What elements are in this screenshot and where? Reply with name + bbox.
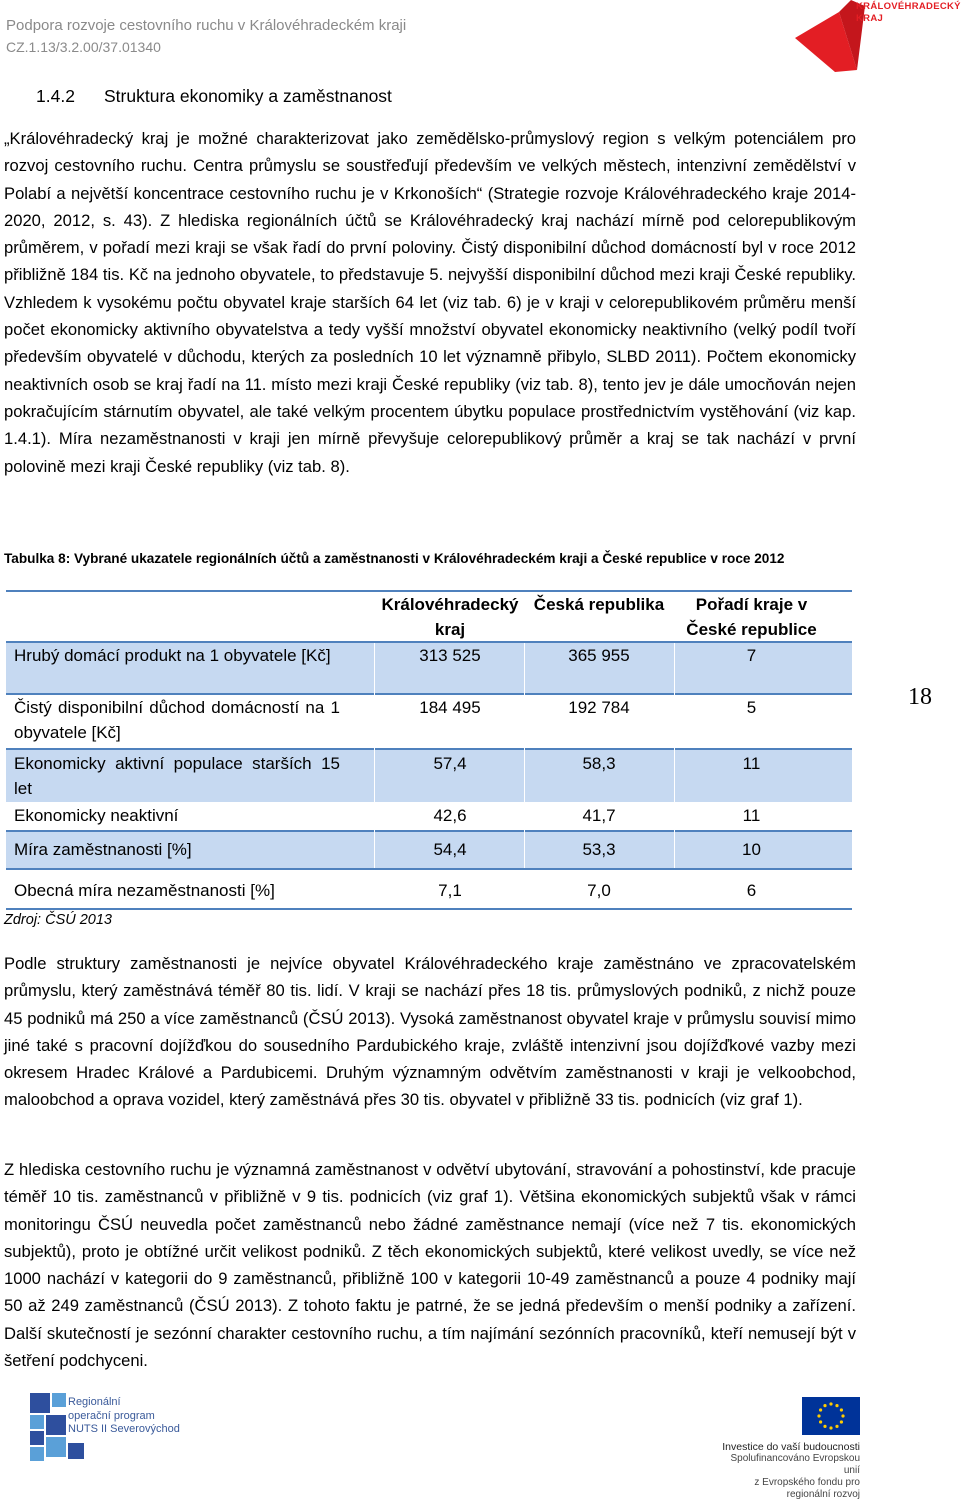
- table-row: [6, 832, 852, 868]
- header-title: Podpora rozvoje cestovního ruchu v Královéhradeckém kraji: [6, 17, 407, 34]
- eu-flag-icon: [802, 1397, 860, 1435]
- column-separator: [674, 643, 675, 868]
- table-row: [6, 750, 852, 802]
- row-label: Obecná míra nezaměstnanosti [%]: [14, 881, 275, 900]
- col-header-cr: Česká republika: [533, 595, 665, 614]
- cell-kraj: 184 495: [419, 698, 481, 717]
- paragraph-tourism: Z hlediska cestovního ruchu je významná zaměstnanost v odvětví ubytování, stravování a pohostinství, kde pracuje téměř 10 tis. zaměstnanců v přibližně v 9 tis. podnicích (viz graf 1). Většina ekonomických subjektů však v rámci monitoringu ČSÚ neuvedla počet zaměstnanců nebo žádné zaměstnance nemají (více než 7 tis. ekonomických subjektů), proto je obtížné určit velikost podniků. Z těch ekonomických subjektů, které velikost uvedly, se více než 1000 nachází v kategorii do 9 zaměstnanců, přibližně 100 v kategorii 10-49 zaměstnanců a pouze 4 podniky mají 50 až 249 zaměstnanců (ČSÚ 2013). Z tohoto faktu je patrné, že se jedná především o menší podniky a zařízení. Další skutečností je sezónní charakter cestovního ruchu, a tím najímání sezónních pracovníků, kteří nemusejí být v šetření podchyceni.: [4, 1160, 856, 1371]
- logo-text: KRÁLOVÉHRADECKÝ KRAJ: [856, 1, 961, 24]
- cell-poradi: 10: [742, 840, 761, 859]
- table-row: [6, 802, 852, 830]
- cell-poradi: 5: [746, 698, 757, 717]
- cell-cr: 53,3: [582, 840, 616, 859]
- col-header-poradi: Pořadí kraje v České republice: [686, 595, 817, 639]
- rop-line-1: Regionální: [68, 1396, 121, 1408]
- cell-poradi: 11: [742, 806, 761, 825]
- column-separator: [374, 643, 375, 868]
- col-header-kraj: Královéhradecký kraj: [381, 595, 519, 639]
- eu-line-3: z Evropského fondu pro regionální rozvoj: [754, 1477, 860, 1500]
- cell-kraj: 57,4: [433, 754, 467, 773]
- section-number: 1.4.2: [36, 86, 75, 106]
- cell-cr: 365 955: [568, 646, 630, 665]
- header-project-code: CZ.1.13/3.2.00/37.01340: [6, 39, 161, 55]
- cell-kraj: 313 525: [419, 646, 481, 665]
- cell-poradi: 7: [746, 646, 757, 665]
- cell-cr: 192 784: [568, 698, 630, 717]
- table-bottom-rule: [6, 908, 852, 910]
- eu-line-1: Investice do vaší budoucnosti: [722, 1441, 860, 1453]
- cell-kraj: 42,6: [433, 806, 467, 825]
- rop-line-3: NUTS II Severovýchod: [68, 1423, 180, 1435]
- column-separator: [524, 643, 525, 868]
- cell-cr: 7,0: [587, 881, 611, 900]
- eu-funding-text: [720, 1441, 860, 1501]
- row-label: Hrubý domácí produkt na 1 obyvatele [Kč]: [14, 646, 331, 665]
- cell-poradi: 6: [746, 881, 757, 900]
- row-label: Čistý disponibilní důchod domácností na 1 obyvatele [Kč]: [14, 698, 340, 742]
- table-source: Zdroj: ČSÚ 2013: [4, 912, 112, 928]
- row-label: Míra zaměstnanosti [%]: [14, 840, 192, 859]
- paragraph-intro: „Královéhradecký kraj je možné charakterizovat jako zemědělsko-průmyslový region s velkým potenciálem pro rozvoj cestovního ruchu. Centra průmyslu se soustřeďují především ve velkých městech, intenzivní zemědělství v Polabí a největší koncentrace cestovního ruchu je v Krkonoších“ (Strategie rozvoje Královéhradeckého kraje 2014-2020, 2012, s. 43). Z hlediska regionálních účtů se Královéhradecký kraj nachází mírně pod celorepublikovým průměrem, v pořadí mezi kraji se však řadí do první poloviny. Čistý disponibilní důchod domácností byl v roce 2012 přibližně 184 tis. Kč na jednoho obyvatele, to představuje 5. nejvyšší disponibilní důchod mezi kraji České republiky. Vzhledem k vysokému počtu obyvatel kraje starších 64 let (viz tab. 6) je v kraji v celorepublikovém průměru menší počet ekonomicky aktivního obyvatelstva a tedy vyšší množství obyvatel ekonomicky neaktivního (velký podíl tvoří především obyvatelé v důchodu, kterých za posledních 10 let významně přibylo, SLBD 2011). Počtem ekonomicky neaktivních osob se kraj řadí na 11. místo mezi kraji České republiky (viz tab. 8), tento jev je dále umocňován nejen pokračujícím stárnutím obyvatel, ale také velkým procentem úbytku populace prostřednictvím vystěhování (viz kap. 1.4.1). Míra nezaměstnanosti v kraji jen mírně převyšuje celorepublikový průměr a kraj se tak nachází v první polovině mezi kraji České republiky (viz tab. 8).: [4, 129, 856, 476]
- cell-kraj: 7,1: [438, 881, 462, 900]
- eu-line-2: Spolufinancováno Evropskou unií: [730, 1453, 860, 1476]
- table-caption: Tabulka 8: Vybrané ukazatele regionálních účtů a zaměstnanosti v Královéhradeckém kraji a České republice v roce 2012: [4, 551, 785, 566]
- section-heading: [36, 86, 392, 107]
- page-number: 18: [908, 684, 932, 710]
- paragraph-employment: Podle struktury zaměstnanosti je nejvíce obyvatel Královéhradeckého kraje zaměstnáno ve zpracovatelském průmyslu, který zaměstnává téměř 80 tis. lidí. V kraji se nachází přes 18 tis. průmyslových podniků, z nichž pouze 45 podniků má 250 a více zaměstnanců (ČSÚ 2013). Vysoká zaměstnanost obyvatel kraje v průmyslu souvisí mimo jiné také s pracovní dojížďkou do sousedního Pardubického kraje, zvláště intenzivní jsou dojížďkové vazby mezi okresem Hradec Králové a Pardubicemi. Druhým významným odvětvím zaměstnanosti v kraji je velkoobchod, maloobchod a oprava vozidel, který zaměstnává přes 30 tis. obyvatel v přibližně 33 tis. podnicích (viz graf 1).: [4, 954, 856, 1110]
- table-row: [6, 870, 852, 908]
- cell-poradi: 11: [742, 754, 761, 773]
- table-row: [6, 695, 852, 748]
- row-label: Ekonomicky neaktivní: [14, 806, 179, 825]
- cell-cr: 58,3: [582, 754, 616, 773]
- section-title: Struktura ekonomiky a zaměstnanost: [104, 86, 392, 106]
- table-row: [6, 643, 852, 693]
- rop-logo-text: [68, 1396, 180, 1437]
- rop-line-2: operační program: [68, 1409, 155, 1422]
- row-label: Ekonomicky aktivní populace starších 15 let: [14, 754, 340, 798]
- cell-kraj: 54,4: [433, 840, 467, 859]
- cell-cr: 41,7: [582, 806, 616, 825]
